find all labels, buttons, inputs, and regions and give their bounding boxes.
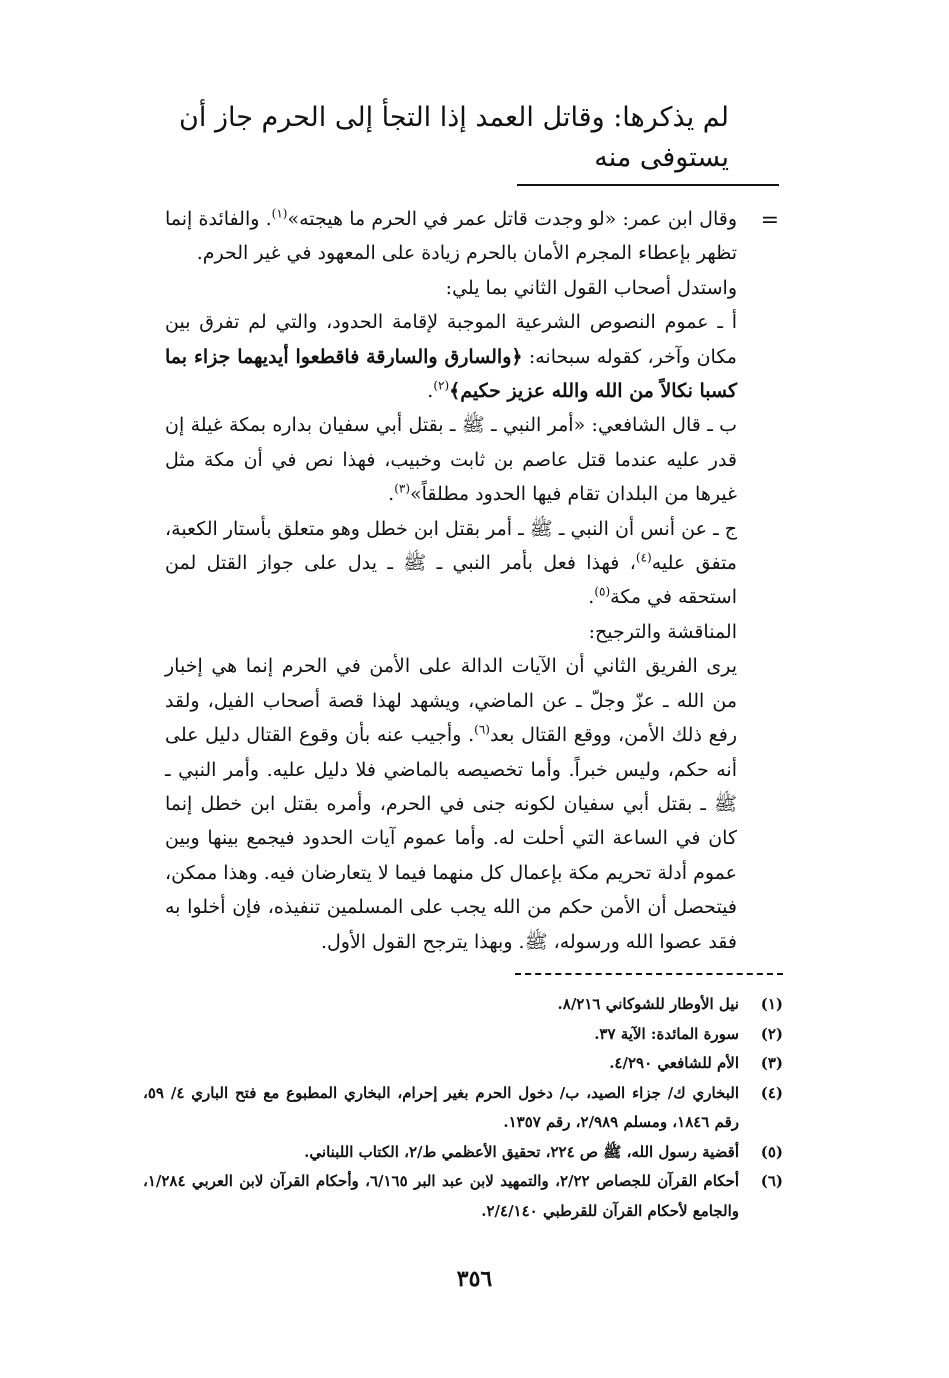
header-rule (517, 184, 779, 186)
footnote (143, 1079, 783, 1138)
continuation-mark: = (760, 208, 779, 233)
paragraph-discussion: يرى الفريق الثاني أن الآيات الدالة على الأمن في الحرم إنما هي إخبار من الله ـ عزّ وجلّ ـ عن الماضي، ويشهد لهذا قصة أصحاب الفيل، ولقد رفع ذلك الأمن، ووقع القتال بعد$^{(٦)}$. وأجيب عنه بأن وقوع القتال دليل على أنه حكم، وليس خبراً. وأما تخصيصه بالماضي فلا دليل عليه. وأمر النبي ـ ﷺ ـ بقتل أبي سفيان لكونه جنى في الحرم، وأمره بقتل ابن خطل إنما كان في الساعة التي أحلت له. وأما عموم آيات الحدود فيجمع بينها وبين عموم أدلة تحريم مكة بإعمال كل منهما فيما لا يتعارضان فيه. وهذا ممكن، فيتحصل أن الأمن حكم من الله يجب على المسلمين تنفيذه، فإن أخلوا به فقد عصوا الله ورسوله، ﷺ. وبهذا يترجح القول الأول. (165, 655, 737, 953)
footnote-number: (٥) (760, 1142, 783, 1161)
footnote (143, 1138, 783, 1168)
paragraph-second-opinion-intro: واستدل أصحاب القول الثاني بما يلي: (445, 276, 737, 299)
footnote (143, 1049, 783, 1079)
footnote-ref-1: (١) (271, 206, 288, 221)
paragraph-point-a: أ ـ عموم النصوص الشرعية الموجبة لإقامة الحدود، والتي لم تفرق بين مكان وآخر، كقوله سبحانه: ﴿والسارق والسارقة فاقطعوا أيديهما جزاء بما كسبا نكالاً من الله والله عزيز حكيم﴾$^{(٢)}$. (165, 311, 737, 403)
footnote-number: (٢) (760, 1024, 783, 1043)
footnote-number: (٤) (760, 1083, 783, 1102)
quran-verse: ﴿والسارق والسارقة فاقطعوا أيديهما جزاء بما كسبا نكالاً من الله والله عزيز حكيم﴾ (165, 345, 737, 403)
footnote-number: (١) (760, 995, 783, 1013)
footnote (143, 1167, 783, 1226)
footnote-ref-4: (٤) (635, 550, 652, 565)
section-heading-discussion: المناقشة والترجيح: (588, 620, 737, 643)
paragraph-point-c: ج ـ عن أنس أن النبي ـ ﷺ ـ أمر بقتل ابن خطل وهو متعلق بأستار الكعبة، متفق عليه$^{(٤)}$، فهذا فعل بأمر النبي ـ ﷺ ـ يدل على جواز القتل لمن استحقه في مكة$^{(٥)}$. (165, 517, 737, 609)
footnotes-rule (515, 973, 783, 975)
footnote (143, 990, 783, 1020)
running-header: لم يذكرها: وقاتل العمد إذا التجأ إلى الحرم جاز أن يستوفى منه (179, 102, 729, 173)
footnote-text: سورة المائدة: الآية ٣٧. (594, 1024, 739, 1043)
page-number: ٣٥٦ (456, 1266, 493, 1292)
footnote-ref-5: (٥) (594, 585, 611, 600)
footnote (143, 1020, 783, 1050)
footnote-text: البخاري ك/ جزاء الصيد، ب/ دخول الحرم بغير إحرام، البخاري المطبوع مع فتح الباري ٤/ ٥٩، رقم ١٨٤٦، ومسلم ٢/٩٨٩، رقم ١٣٥٧. (143, 1083, 740, 1131)
footnote-ref-6: (٦) (474, 722, 490, 737)
main-text (165, 202, 737, 959)
paragraph-point-b: ب ـ قال الشافعي: «أمر النبي ـ ﷺ ـ بقتل أبي سفيان بداره بمكة غيلة إن قدر عليه عندما قتل عاصم بن ثابت وخبيب، فهذا نص في أن مكة مثل غيرها من البلدان تقام فيها الحدود مطلقاً»$^{(٣)}$. (165, 414, 737, 506)
footnote-text: نيل الأوطار للشوكاني ٨/٢١٦. (557, 995, 739, 1013)
footnote-number: (٦) (760, 1172, 783, 1190)
footnotes (143, 990, 783, 1226)
footnote-ref-2: (٢) (433, 378, 450, 393)
footnote-ref-3: (٣) (394, 481, 411, 496)
footnote-text: أحكام القرآن للجصاص ٢/٢٢، والتمهيد لابن عبد البر ٦/١٦٥، وأحكام القرآن لابن العربي ١/٢٨٤، والجامع لأحكام القرآن للقرطبي ٢/٤/١٤٠. (143, 1172, 740, 1220)
footnote-number: (٣) (760, 1054, 783, 1072)
footnote-text: أقضية رسول الله، ﷺ ص ٢٢٤، تحقيق الأعظمي ط/٢، الكتاب اللبناني. (304, 1142, 739, 1161)
footnote-text: الأم للشافعي ٤/٢٩٠. (609, 1054, 739, 1072)
paragraph-ibn-umar: وقال ابن عمر: «لو وجدت قاتل عمر في الحرم ما هيجته»$^{(١)}$. والفائدة إنما تظهر بإعطاء المجرم الأمان بالحرم زيادة على المعهود في غير الحرم. (165, 206, 737, 265)
